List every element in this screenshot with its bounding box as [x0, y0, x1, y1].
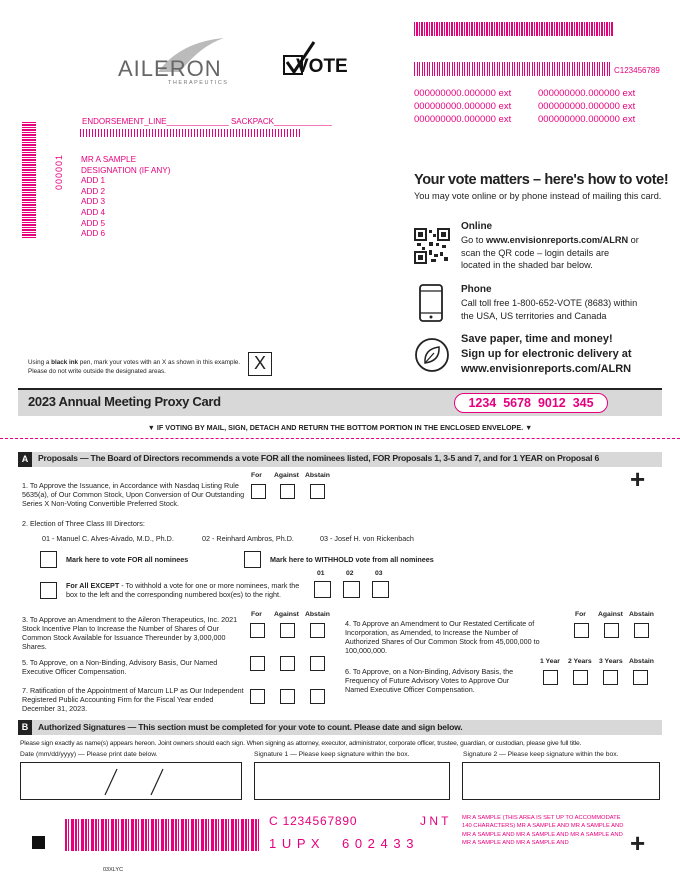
col-abstain-6: Abstain	[629, 658, 654, 665]
withhold-all-label: Mark here to WITHHOLD vote from all nominees	[270, 555, 434, 564]
proposal-3-abstain[interactable]	[310, 623, 325, 638]
vote-for-all-checkbox[interactable]	[40, 551, 57, 568]
plus-mark-top: +	[630, 464, 646, 494]
col-for-4: For	[575, 611, 586, 618]
except-nominee-02[interactable]	[343, 581, 360, 598]
except-bold: For All EXCEPT	[66, 581, 120, 590]
ink-post: pen, mark your votes with an X as shown in this example.	[78, 359, 241, 366]
proposal-3-against[interactable]	[280, 623, 295, 638]
proposal-4-text: 4. To Approve an Amendment to Our Restated Certificate of Incorporation, as Amended, to Increase the Number of Authorized Shares of Our Common Stock from 45,000,000 to 100,000,000.	[345, 619, 540, 655]
section-b-title: Authorized Signatures — This section must be completed for your vote to count. Please date and sign below.	[38, 722, 463, 732]
address-line-6: ADD 4	[81, 207, 106, 217]
proposal-3-text: 3. To Approve an Amendment to the Aileron Therapeutics, Inc. 2021 Stock Incentive Plan to Increase the Number of Shares of Our Common Stock Available for Issuance Thereunder by 3,000,000 Shares.	[22, 615, 238, 651]
ext-row-2-a: 000000000.000000 ext	[414, 101, 512, 112]
vote-logo	[282, 40, 352, 80]
online-text-pre: Go to	[461, 235, 487, 245]
withhold-all-checkbox[interactable]	[244, 551, 261, 568]
vote-subheadline: You may vote online or by phone instead of mailing this card.	[414, 191, 662, 201]
proposal-5-text: 5. To Approve, on a Non-Binding, Advisory Basis, Our Named Executive Officer Compensation.	[22, 658, 218, 676]
address-line-5: ADD 3	[81, 197, 106, 207]
fold-instruction: ▼ IF VOTING BY MAIL, SIGN, DETACH AND RETURN THE BOTTOM PORTION IN THE ENCLOSED ENVELOPE. ▼	[147, 423, 533, 432]
online-text	[461, 234, 641, 272]
ext-row-1-b: 000000000.000000 ext	[538, 88, 636, 99]
proposal-6-abstain[interactable]	[633, 670, 648, 685]
sequence-number: 000001	[54, 154, 64, 191]
proposal-6-3-years[interactable]	[603, 670, 618, 685]
proposal-4-abstain[interactable]	[634, 623, 649, 638]
footer-upx: 1 U P X	[269, 836, 321, 851]
date-label: Date (mm/dd/yyyy) — Please print date below.	[20, 751, 158, 758]
date-box[interactable]	[20, 762, 242, 800]
footer-num: 6 0 2 4 3 3	[342, 836, 415, 851]
nominee-01: 01 - Manuel C. Alves-Aivado, M.D., Ph.D.	[42, 534, 174, 543]
example-x: X	[253, 353, 266, 373]
col-against-3: Against	[274, 611, 299, 618]
address-line-4: ADD 2	[81, 186, 106, 196]
vote-text: VOTE	[296, 56, 348, 77]
card-code	[454, 393, 608, 413]
section-a-title: Proposals — The Board of Directors recommends a vote FOR all the nominees listed, FOR Proposals 1, 3-5 and 7, and for 1 YEAR on Proposal 6	[38, 453, 600, 463]
proposal-5-against[interactable]	[280, 656, 295, 671]
col-against-4: Against	[598, 611, 623, 618]
proposal-6-2-years[interactable]	[573, 670, 588, 685]
proposal-1-for[interactable]	[251, 484, 266, 499]
ink-instruction	[28, 358, 240, 376]
barcode-control	[414, 62, 610, 76]
ext-row-2-b: 000000000.000000 ext	[538, 101, 636, 112]
nom-num-02: 02	[346, 570, 354, 577]
example-box	[248, 352, 272, 376]
nom-num-01: 01	[317, 570, 325, 577]
col-2-years: 2 Years	[568, 658, 592, 665]
footer-c-number: C 1234567890	[269, 814, 358, 828]
proposal-4-for[interactable]	[574, 623, 589, 638]
col-3-years: 3 Years	[599, 658, 623, 665]
online-text-post: or scan the QR code – login details are located in the shaded bar below.	[461, 235, 639, 270]
col-for-3: For	[251, 611, 262, 618]
col-abstain-4: Abstain	[629, 611, 654, 618]
online-url[interactable]: www.envisionreports.com/ALRN	[486, 235, 629, 245]
address-line-3: ADD 1	[81, 176, 106, 186]
control-id: C123456789	[614, 66, 660, 75]
card-code-text: 1234 5678 9012 345	[468, 396, 594, 410]
proposal-2-text: 2. Election of Three Class III Directors:	[22, 519, 145, 528]
date-slashes	[21, 763, 243, 801]
ink-pre: Using a	[28, 359, 52, 366]
col-1-year: 1 Year	[540, 658, 560, 665]
logo-sub: THERAPEUTICS	[168, 80, 229, 86]
paper-url[interactable]: www.envisionreports.com/ALRN	[461, 363, 632, 375]
proposal-7-against[interactable]	[280, 689, 295, 704]
except-nominee-03[interactable]	[372, 581, 389, 598]
phone-text: Call toll free 1-800-652-VOTE (8683) within the USA, US territories and Canada	[461, 298, 638, 321]
left-vertical-barcode	[22, 122, 36, 238]
leaf-icon	[414, 337, 450, 373]
black-square	[32, 836, 45, 849]
proposal-7-for[interactable]	[250, 689, 265, 704]
ext-row-1-a: 000000000.000000 ext	[414, 88, 512, 99]
address-block	[81, 155, 170, 240]
proposal-6-text: 6. To Approve, on a Non-Binding, Advisory Basis, the Frequency of Future Advisory Votes to Approve Our Named Executive Officer Compensation.	[345, 667, 514, 694]
for-all-except-label	[66, 581, 308, 599]
card-title: 2023 Annual Meeting Proxy Card	[28, 394, 221, 409]
address-line-1: MR A SAMPLE	[81, 155, 137, 164]
col-abstain-1: Abstain	[305, 472, 330, 479]
paper-line-2: Sign up for electronic delivery at	[461, 348, 632, 360]
vote-for-all-label: Mark here to vote FOR all nominees	[66, 555, 189, 564]
phone-icon	[418, 284, 444, 322]
proposal-7-text: 7. Ratification of the Appointment of Marcum LLP as Our Independent Registered Public Accounting Firm for the Fiscal Year ended December 31, 2023.	[22, 686, 244, 713]
proposal-1-abstain[interactable]	[310, 484, 325, 499]
proposal-4-against[interactable]	[604, 623, 619, 638]
proposal-5-for[interactable]	[250, 656, 265, 671]
nominee-02: 02 - Reinhard Ambros, Ph.D.	[202, 534, 294, 543]
postal-barcode	[80, 129, 302, 137]
ext-row-3-b: 000000000.000000 ext	[538, 114, 636, 125]
logo-name: AILERON	[118, 56, 222, 81]
phone-title: Phone	[461, 284, 492, 295]
section-a-letter: A	[18, 452, 32, 467]
col-abstain-3: Abstain	[305, 611, 330, 618]
company-logo	[110, 36, 230, 90]
endorsement-line: ENDORSEMENT_LINE______________ SACKPACK_____________	[82, 117, 332, 126]
address-line-8: ADD 6	[81, 229, 106, 239]
footer-jnt: J N T	[420, 814, 449, 828]
proposal-3-for[interactable]	[250, 623, 265, 638]
form-code: 03XLYC	[103, 867, 124, 873]
sig2-label: Signature 2 — Please keep signature within the box.	[463, 751, 619, 758]
ext-row-3-a: 000000000.000000 ext	[414, 114, 512, 125]
ink-line2: Please do not write outside the designated areas.	[28, 368, 166, 375]
except-nominee-01[interactable]	[314, 581, 331, 598]
ink-bold: black ink	[51, 359, 79, 366]
footer-sample: MR A SAMPLE (THIS AREA IS SET UP TO ACCOMMODATE 140 CHARACTERS) MR A SAMPLE AND MR A SAMPLE AND MR A SAMPLE AND MR A SAMPLE AND MR A SAMPLE AND MR A SAMPLE AND MR A SAMPLE AND	[462, 815, 624, 846]
signature-2-box[interactable]	[462, 762, 660, 800]
fold-line	[0, 438, 680, 439]
footer-barcode	[65, 819, 259, 851]
sig1-label: Signature 1 — Please keep signature within the box.	[254, 751, 410, 758]
proposal-1-against[interactable]	[280, 484, 295, 499]
qr-code-icon	[414, 228, 450, 264]
except-rest: - To withhold a vote for one or more nominees, mark the box to the left and the corresponding numbered box(es) to the right.	[66, 581, 300, 599]
for-all-except-checkbox[interactable]	[40, 582, 57, 599]
section-b-letter: B	[18, 720, 32, 735]
signature-1-box[interactable]	[254, 762, 450, 800]
address-line-2: DESIGNATION (IF ANY)	[81, 165, 171, 175]
nominee-03: 03 - Josef H. von Rickenbach	[320, 534, 414, 543]
online-title: Online	[461, 221, 493, 232]
col-for-1: For	[251, 472, 262, 479]
address-line-7: ADD 5	[81, 218, 106, 228]
paper-line-1: Save paper, time and money!	[461, 333, 613, 345]
plus-mark-bottom: +	[630, 828, 646, 858]
barcode-top	[414, 22, 614, 36]
proposal-6-1-year[interactable]	[543, 670, 558, 685]
proposal-7-abstain[interactable]	[310, 689, 325, 704]
proposal-1-text: 1. To Approve the Issuance, in Accordance with Nasdaq Listing Rule 5635(a), of Our Common Stock, Upon Conversion of Our Outstanding Series X Non-Voting Convertible Preferred Stock.	[22, 481, 245, 508]
nom-num-03: 03	[375, 570, 383, 577]
vote-headline: Your vote matters – here's how to vote!	[414, 172, 669, 188]
signing-instructions: Please sign exactly as name(s) appears hereon. Joint owners should each sign. When signing as attorney, executor, administrator, corporate officer, trustee, guardian, or custodian, please give full title.	[20, 740, 582, 747]
proposal-5-abstain[interactable]	[310, 656, 325, 671]
col-against-1: Against	[274, 472, 299, 479]
